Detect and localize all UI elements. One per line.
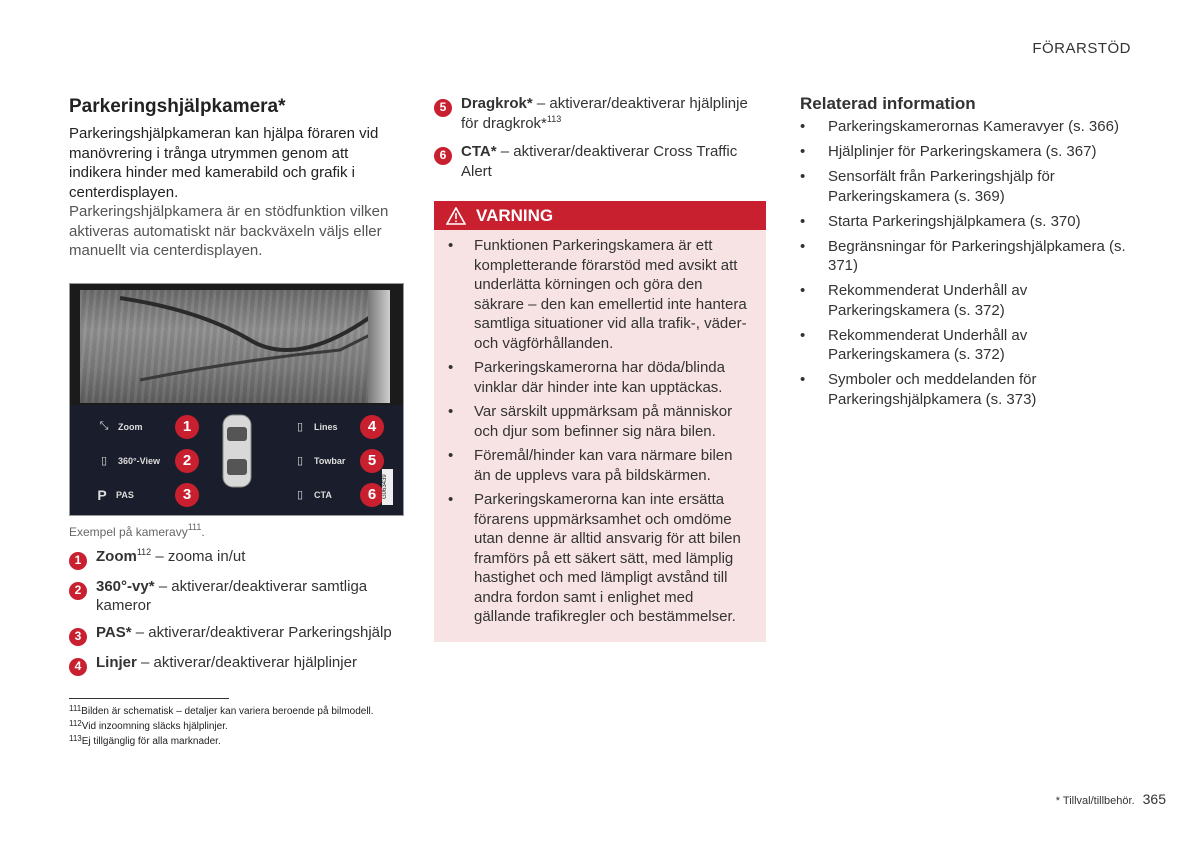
callout-list: [69, 547, 394, 676]
related-link[interactable]: • Symboler och meddelanden för Parkeringshjälpkamera (s. 373): [800, 370, 1140, 409]
related-link[interactable]: • Starta Parkeringshjälpkamera (s. 370): [800, 212, 1140, 232]
360-view-button[interactable]: ▯ 360°-View: [96, 449, 160, 473]
related-link[interactable]: • Hjälplinjer för Parkeringskamera (s. 367): [800, 142, 1140, 162]
footnote: $^{111}$Bilden är schematisk – detaljer kan variera beroende på bilmodell.: [69, 704, 374, 717]
towbar-button[interactable]: ▯ Towbar: [292, 449, 345, 473]
towbar-icon: ▯: [296, 455, 304, 467]
middle-column: [434, 94, 766, 642]
related-title: Relaterad information: [800, 94, 976, 113]
section-header: FÖRARSTÖD: [1032, 40, 1131, 57]
lines-icon: ▯: [296, 421, 304, 433]
callout-badge: 4: [360, 415, 384, 439]
callout-badge: 1: [69, 552, 87, 570]
callout-badge: 2: [69, 582, 87, 600]
left-column: [69, 94, 394, 683]
warning-item: • Parkeringskamerorna har döda/blinda vinklar där hinder inte kan upptäckas.: [448, 358, 752, 397]
callout-badge: 6: [434, 147, 452, 165]
callout-badge: 5: [360, 449, 384, 473]
pas-button[interactable]: P PAS: [94, 483, 134, 507]
related-link[interactable]: • Rekommenderat Underhåll av Parkeringskamera (s. 372): [800, 281, 1140, 320]
camera-view-illustration: [69, 283, 404, 516]
related-link[interactable]: • Rekommenderat Underhåll av Parkeringskamera (s. 372): [800, 326, 1140, 365]
guide-line-icon: [80, 290, 390, 403]
car-360-icon: ▯: [100, 455, 108, 467]
warning-triangle-icon: [446, 207, 466, 225]
footnote-divider: [69, 698, 229, 699]
warning-item: • Var särskilt uppmärksam på människor och djur som befinner sig nära bilen.: [448, 402, 752, 441]
related-link[interactable]: • Sensorfält från Parkeringshjälp för Parkeringskamera (s. 369): [800, 167, 1140, 206]
warning-list: [434, 230, 766, 642]
cta-icon: ▯: [296, 489, 304, 501]
list-item: 4 Linjer – aktiverar/deaktiverar hjälplinjer: [69, 653, 394, 676]
list-item: 2 360°-vy* – aktiverar/deaktiverar samtliga kameror: [69, 577, 394, 616]
page-number: 365: [1142, 791, 1166, 807]
right-column: [800, 94, 1140, 415]
intro-paragraph-secondary: Parkeringshjälpkamera är en stödfunktion vilken aktiveras automatiskt när backväxeln väljs eller manuellt via centerdisplayen.: [69, 203, 389, 259]
warning-title: VARNING: [476, 205, 554, 225]
callout-badge: 1: [175, 415, 199, 439]
callout-badge: 3: [69, 628, 87, 646]
related-list: [800, 117, 1140, 409]
footnotes: [69, 704, 374, 749]
callout-badge: 4: [69, 658, 87, 676]
callout-badge: 3: [175, 483, 199, 507]
image-caption: Exempel på kameravy$^{111}$.: [69, 521, 205, 539]
zoom-button[interactable]: ⤡ Zoom: [96, 415, 143, 439]
list-item: 6 CTA* – aktiverar/deaktiverar Cross Traffic Alert: [434, 142, 766, 181]
image-code: G063439: [382, 469, 393, 505]
warning-header: [434, 201, 766, 230]
warning-item: • Funktionen Parkeringskamera är ett kompletterande förarstöd med avsikt att underlätta körningen och göra den säkrare – den kan emellertid inte hantera samtliga situationer vid alla trafik-, väder- och vägförhållanden.: [448, 236, 752, 353]
pas-icon: P: [97, 486, 107, 503]
camera-image: [80, 290, 390, 403]
warning-item: • Föremål/hinder kan vara närmare bilen än de upplevs vara på bildskärmen.: [448, 446, 752, 485]
lines-button[interactable]: ▯ Lines: [292, 415, 338, 439]
footer-note: * Tillval/tillbehör.: [1055, 795, 1135, 807]
zoom-arrows-icon: ⤡: [99, 420, 109, 432]
list-item: 1 Zoom$^{112}$ – zooma in/ut: [69, 547, 394, 570]
callout-badge: 5: [434, 99, 452, 117]
page-footer: [1056, 791, 1166, 807]
article-title: Parkeringshjälpkamera*: [69, 96, 286, 117]
cta-button[interactable]: ▯ CTA: [292, 483, 332, 507]
warning-box: [434, 201, 766, 642]
list-item: 3 PAS* – aktiverar/deaktiverar Parkeringshjälp: [69, 623, 394, 646]
intro-paragraph: Parkeringshjälpkameran kan hjälpa föraren vid manövrering i trånga utrymmen genom att indikera hinder med kamerabild och grafik i centerdisplayen.: [69, 125, 379, 201]
car-top-view-icon: [220, 413, 254, 489]
related-link[interactable]: • Parkeringskamerornas Kameravyer (s. 366): [800, 117, 1140, 137]
callout-badge: 6: [360, 483, 384, 507]
callout-badge: 2: [175, 449, 199, 473]
related-link[interactable]: • Begränsningar för Parkeringshjälpkamera (s. 371): [800, 237, 1140, 276]
footnote: $^{112}$Vid inzoomning släcks hjälplinjer.: [69, 719, 228, 732]
list-item: 5 Dragkrok* – aktiverar/deaktiverar hjälplinje för dragkrok*$^{113}$: [434, 94, 766, 133]
footnote: $^{113}$Ej tillgänglig för alla marknader.: [69, 734, 221, 747]
warning-item: • Parkeringskamerorna kan inte ersätta förarens uppmärksamhet och omdöme utan denne är alltid ansvarig för att bilen framförs på ett säkert sätt, med lämplig hastighet och med lämpligt avstånd till andra fordon samt i enlighet med gällande trafikregler och bestämmelser.: [448, 490, 752, 627]
